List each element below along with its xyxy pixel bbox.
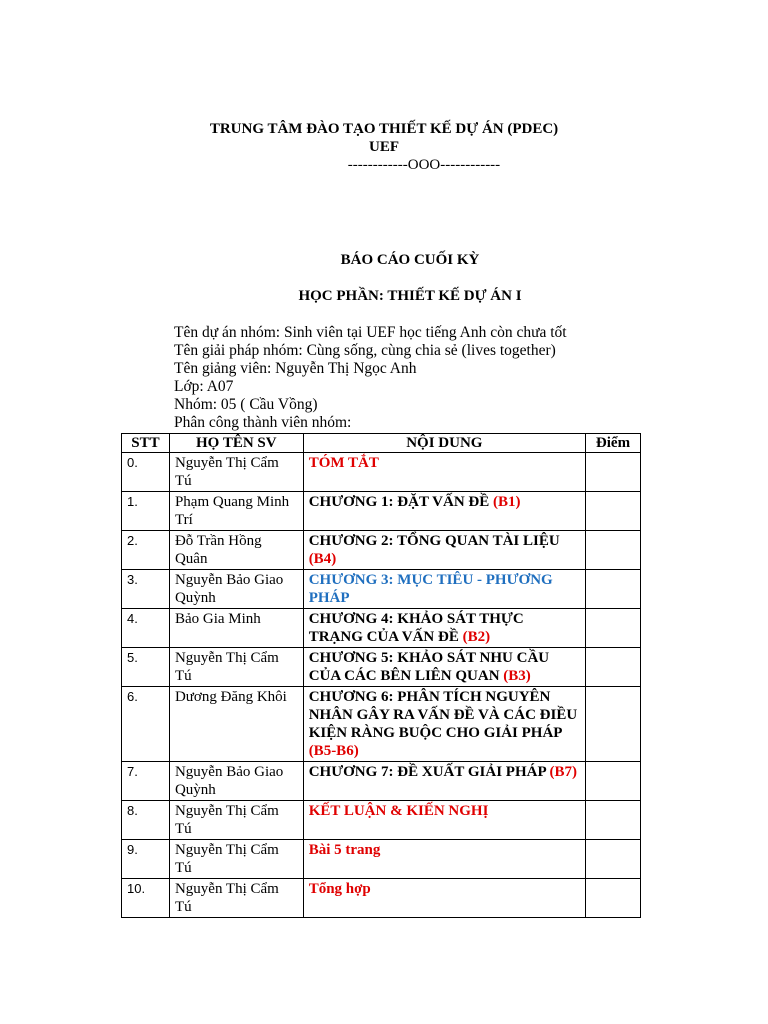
- row-content: [303, 570, 585, 609]
- project-name: Tên dự án nhóm: Sinh viên tại UEF học tiếng Anh còn chưa tốt: [174, 324, 567, 341]
- row-content-text: Tổng hợp: [308, 881, 371, 897]
- header-score: Điểm: [586, 434, 641, 453]
- table-row: [122, 609, 641, 648]
- row-student-name: Nguyễn Bảo Giao Quỳnh: [169, 570, 303, 609]
- row-content-text: CHƯƠNG 1: ĐẶT VẤN ĐỀ: [308, 494, 494, 510]
- header-divider: ------------OOO------------: [347, 157, 501, 173]
- row-content: [303, 687, 585, 762]
- table-row: [122, 879, 641, 918]
- row-student-name: Nguyễn Bảo Giao Quỳnh: [169, 762, 303, 801]
- row-content-tag: (B1): [493, 494, 521, 510]
- row-score: [586, 492, 641, 531]
- group-name: Nhóm: 05 ( Cầu Vồng): [174, 396, 318, 413]
- row-student-name: Nguyễn Thị Cẩm Tú: [169, 801, 303, 840]
- project-info: [174, 324, 567, 432]
- header-content: NỘI DUNG: [303, 434, 585, 453]
- header-stt: STT: [122, 434, 170, 453]
- assignment-label: Phân công thành viên nhóm:: [174, 414, 352, 431]
- row-stt: 7.: [122, 762, 170, 801]
- row-score: [586, 801, 641, 840]
- row-content: [303, 609, 585, 648]
- row-student-name: Dương Đăng Khôi: [169, 687, 303, 762]
- table-row: [122, 531, 641, 570]
- class-name: Lớp: A07: [174, 378, 234, 395]
- row-stt: 3.: [122, 570, 170, 609]
- row-content: [303, 492, 585, 531]
- row-score: [586, 840, 641, 879]
- assignment-table: [121, 433, 641, 918]
- row-content-tag: (B4): [308, 551, 337, 567]
- row-content-tag: (B5-B6): [308, 743, 359, 759]
- row-content-text: CHƯƠNG 7: ĐỀ XUẤT GIẢI PHÁP: [308, 764, 550, 780]
- row-score: [586, 531, 641, 570]
- course-title: HỌC PHẦN: THIẾT KẾ DỰ ÁN I: [298, 288, 522, 304]
- row-score: [586, 762, 641, 801]
- row-score: [586, 453, 641, 492]
- row-score: [586, 609, 641, 648]
- row-content: [303, 879, 585, 918]
- row-content-tag: (B7): [549, 764, 578, 780]
- row-content: [303, 801, 585, 840]
- row-content-text: CHƯƠNG 5: KHẢO SÁT NHU CẦU CỦA CÁC BÊN LIÊN QUAN: [308, 650, 550, 684]
- table-row: [122, 801, 641, 840]
- solution-name: Tên giải pháp nhóm: Cùng sống, cùng chia sẻ (lives together): [174, 342, 556, 359]
- row-content-text: CHƯƠNG 4: KHẢO SÁT THỰC TRẠNG CỦA VẤN ĐỀ: [308, 611, 524, 645]
- row-content-text: Bài 5 trang: [308, 842, 381, 858]
- row-content-tag: (B2): [462, 629, 491, 645]
- table-row: [122, 570, 641, 609]
- table-body: [122, 453, 641, 918]
- row-stt: 1.: [122, 492, 170, 531]
- table-header-row: [122, 434, 641, 453]
- row-stt: 2.: [122, 531, 170, 570]
- row-content-text: CHƯƠNG 3: MỤC TIÊU - PHƯƠNG PHÁP: [308, 572, 553, 606]
- header-line-2: UEF: [369, 139, 399, 155]
- table-row: [122, 492, 641, 531]
- row-student-name: Nguyễn Thị Cẩm Tú: [169, 453, 303, 492]
- table-row: [122, 687, 641, 762]
- header-name: HỌ TÊN SV: [169, 434, 303, 453]
- row-student-name: Bảo Gia Minh: [169, 609, 303, 648]
- row-content: [303, 531, 585, 570]
- table-row: [122, 648, 641, 687]
- row-score: [586, 648, 641, 687]
- row-student-name: Phạm Quang Minh Trí: [169, 492, 303, 531]
- row-student-name: Nguyễn Thị Cẩm Tú: [169, 879, 303, 918]
- row-content: [303, 762, 585, 801]
- row-content: [303, 648, 585, 687]
- report-title: BÁO CÁO CUỐI KỲ: [340, 252, 480, 268]
- row-stt: 6.: [122, 687, 170, 762]
- row-score: [586, 687, 641, 762]
- row-content-tag: (B3): [503, 668, 531, 684]
- table-row: [122, 840, 641, 879]
- row-content: [303, 840, 585, 879]
- lecturer-name: Tên giảng viên: Nguyễn Thị Ngọc Anh: [174, 360, 417, 377]
- row-content-text: CHƯƠNG 6: PHÂN TÍCH NGUYÊN NHÂN GÂY RA VẤN ĐỀ VÀ CÁC ĐIỀU KIỆN RÀNG BUỘC CHO GIẢI PHÁP: [308, 689, 578, 741]
- row-student-name: Nguyễn Thị Cẩm Tú: [169, 648, 303, 687]
- table-row: [122, 453, 641, 492]
- row-content-text: CHƯƠNG 2: TỔNG QUAN TÀI LIỆU: [308, 533, 560, 549]
- row-content-text: TÓM TẮT: [308, 455, 379, 471]
- header-line-1: TRUNG TÂM ĐÀO TẠO THIẾT KẾ DỰ ÁN (PDEC): [209, 121, 559, 137]
- row-stt: 0.: [122, 453, 170, 492]
- row-stt: 8.: [122, 801, 170, 840]
- row-stt: 5.: [122, 648, 170, 687]
- row-student-name: Đỗ Trần Hồng Quân: [169, 531, 303, 570]
- row-stt: 10.: [122, 879, 170, 918]
- table-row: [122, 762, 641, 801]
- row-score: [586, 570, 641, 609]
- row-score: [586, 879, 641, 918]
- row-content-text: KẾT LUẬN & KIẾN NGHỊ: [308, 803, 489, 819]
- row-stt: 4.: [122, 609, 170, 648]
- row-content: [303, 453, 585, 492]
- row-student-name: Nguyễn Thị Cẩm Tú: [169, 840, 303, 879]
- row-stt: 9.: [122, 840, 170, 879]
